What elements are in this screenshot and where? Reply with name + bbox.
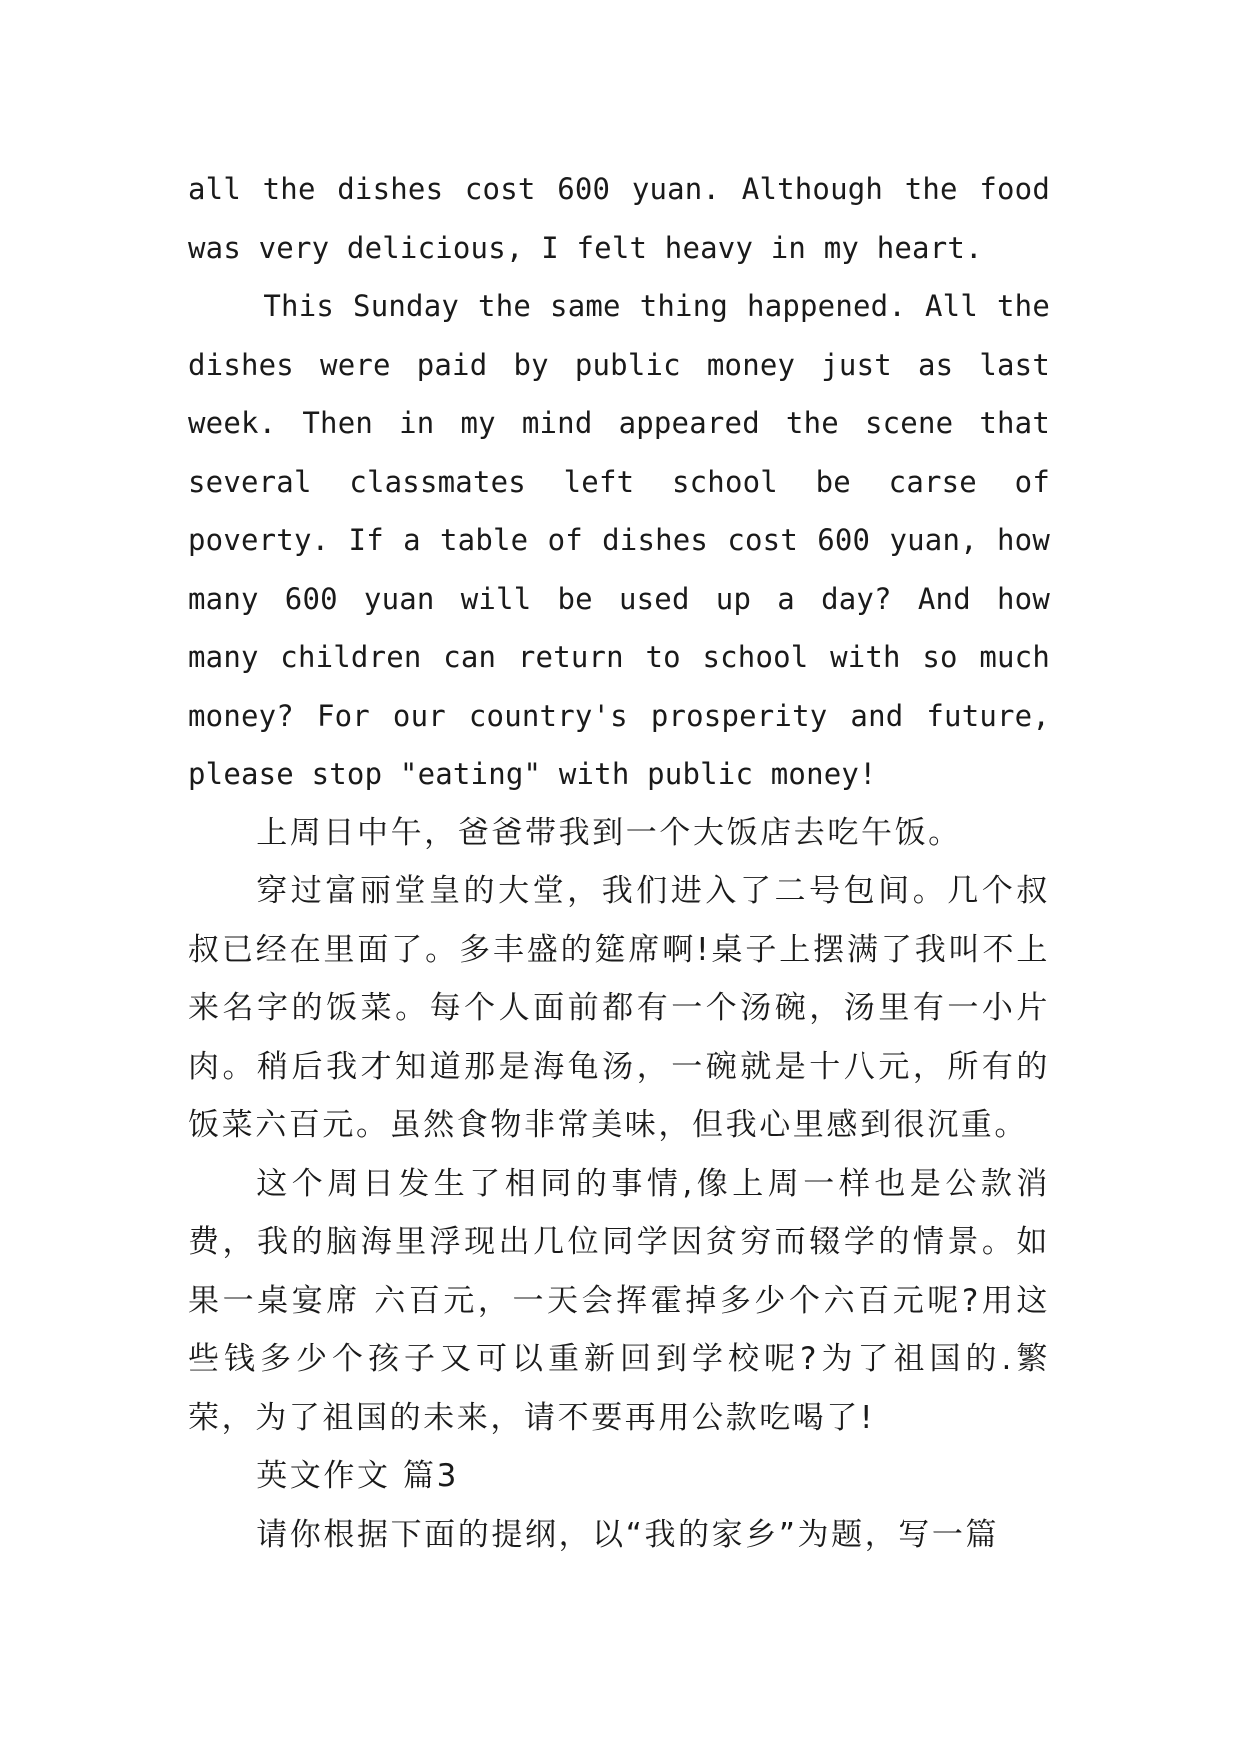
paragraph-chinese-banquet: 穿过富丽堂皇的大堂，我们进入了二号包间。几个叔叔已经在里面了。多丰盛的筵席啊!桌子上摆满了我叫不上来名字的饭菜。每个人面前都有一个汤碗，汤里有一小片肉。稍后我才知道那是海龟汤，一碗就是十八元，所有的饭菜六百元。虽然食物非常美味，但我心里感到很沉重。 xyxy=(188,873,1050,1143)
document-body xyxy=(188,160,1050,1564)
paragraph-english-sunday: This Sunday the same thing happened. All the dishes were paid by public money just as last week. Then in my mind appeared the scene that several classmates left school be carse of poverty. If a table of dishes cost 600 yuan, how many 600 yuan will be used up a day? And how many children can return to school with so much money? For our country's prosperity and future, please stop "eating" with public money! xyxy=(188,289,1050,791)
paragraph-chinese-prompt: 请你根据下面的提纲，以“我的家乡”为题，写一篇 xyxy=(256,1516,1000,1553)
paragraph-english-continued: all the dishes cost 600 yuan. Although the food was very delicious, I felt heavy in my heart. xyxy=(188,172,1050,265)
paragraph-chinese-intro: 上周日中午，爸爸带我到一个大饭店去吃午饭。 xyxy=(256,814,962,851)
paragraph-chinese-sunday: 这个周日发生了相同的事情,像上周一样也是公款消费，我的脑海里浮现出几位同学因贫穷而辍学的情景。如果一桌宴席 六百元，一天会挥霍掉多少个六百元呢?用这些钱多少个孩子又可以重新回到学校呢?为了祖国的.繁荣，为了祖国的未来，请不要再用公款吃喝了! xyxy=(188,1165,1050,1436)
section-heading: 英文作文 篇3 xyxy=(256,1458,459,1494)
